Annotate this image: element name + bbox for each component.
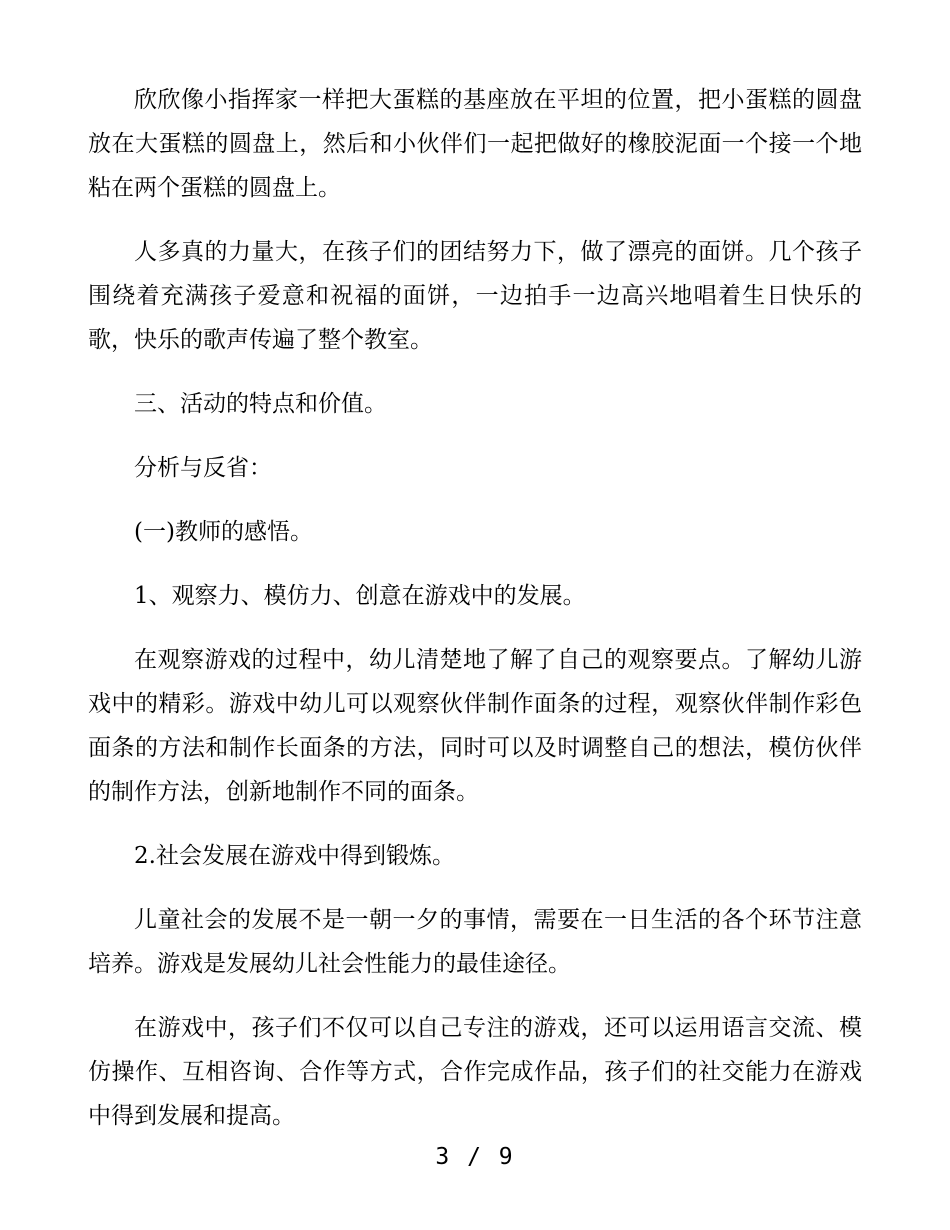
heading-observation: 1、观察力、模仿力、创意在游戏中的发展。 xyxy=(134,583,586,609)
heading-social-development: 2.社会发展在游戏中得到锻炼。 xyxy=(134,843,455,869)
paragraph-teamwork: 人多真的力量大，在孩子们的团结努力下，做了漂亮的面饼。几个孩子围绕着充满孩子爱意和祝福的面饼，一边拍手一边高兴地唱着生日快乐的歌，快乐的歌声传遍了整个教室。 xyxy=(88,239,862,353)
paragraph-social-skills: 在游戏中，孩子们不仅可以自己专注的游戏，还可以运用语言交流、模仿操作、互相咨询、合作等方式，合作完成作品，孩子们的社交能力在游戏中得到发展和提高。 xyxy=(88,1015,862,1129)
paragraph-cake-assembly: 欣欣像小指挥家一样把大蛋糕的基座放在平坦的位置，把小蛋糕的圆盘放在大蛋糕的圆盘上，然后和小伙伴们一起把做好的橡胶泥面一个接一个地粘在两个蛋糕的圆盘上。 xyxy=(88,87,862,201)
page-number: 3 / 9 xyxy=(435,1144,515,1170)
document-body xyxy=(88,78,862,1138)
heading-section-three: 三、活动的特点和价值。 xyxy=(134,391,387,417)
heading-teacher-insight: (一)教师的感悟。 xyxy=(134,519,313,545)
paragraph-social-development: 儿童社会的发展不是一朝一夕的事情，需要在一日生活的各个环节注意培养。游戏是发展幼儿社会性能力的最佳途径。 xyxy=(88,907,862,977)
heading-analysis: 分析与反省： xyxy=(134,455,272,481)
paragraph-observation: 在观察游戏的过程中，幼儿清楚地了解了自己的观察要点。了解幼儿游戏中的精彩。游戏中幼儿可以观察伙伴制作面条的过程，观察伙伴制作彩色面条的方法和制作长面条的方法，同时可以及时调整自己的想法，模仿伙伴的制作方法，创新地制作不同的面条。 xyxy=(88,647,862,805)
